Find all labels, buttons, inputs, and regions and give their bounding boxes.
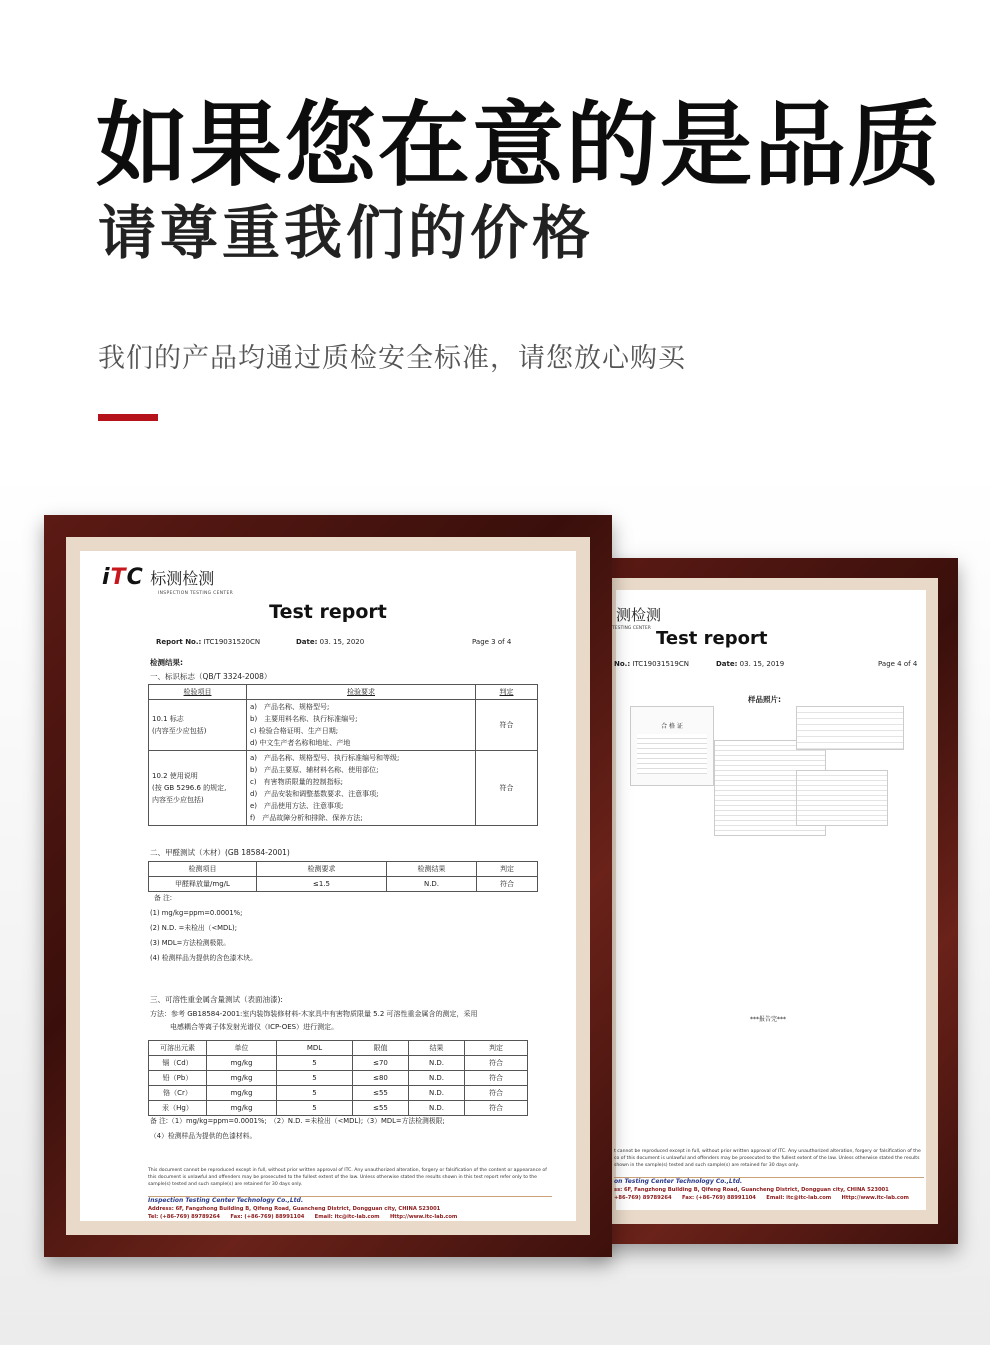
- back-photo-label: 样品照片:: [748, 695, 781, 704]
- itc-logo: [102, 565, 214, 590]
- back-report-no: ITC19031519CN: [632, 660, 689, 668]
- table-cell: (按 GB 5296.6 的规定,: [152, 784, 227, 792]
- section-3-method: 方法：参考 GB18584-2001:室内装饰装修材料-木家具中有害物质限量 5.2 可溶性重金属含的测定，采用: [150, 1010, 478, 1018]
- table-header: 检测项目: [149, 862, 257, 877]
- heavy-metal-note: 备 注:（1）mg/kg=ppm=0.0001%; （2）N.D. =未检出（<MDL);（3）MDL=方法检测极限;: [150, 1117, 445, 1125]
- table-cell: 5: [277, 1056, 353, 1071]
- table-cell: b) 主要用料名称、执行标准编号;: [250, 715, 358, 723]
- section-3-method-cont: 电感耦合等离子体发射光谱仪（ICP-OES）进行测定。: [170, 1023, 339, 1031]
- back-page-number: Page 4 of 4: [878, 660, 918, 668]
- report-end-marker: ***报告完***: [750, 1016, 787, 1023]
- table-cell: ≤55: [353, 1086, 409, 1101]
- verdict-cell: 符合: [476, 751, 538, 826]
- back-footer-company: on Testing Center Technology Co.,Ltd.: [614, 1178, 743, 1185]
- front-report-paper: [80, 551, 576, 1221]
- table-row: [149, 1071, 528, 1086]
- table-cell: 10.1 标志: [152, 715, 184, 723]
- table-cell: ≤70: [353, 1056, 409, 1071]
- back-report-title: Test report: [656, 628, 768, 649]
- headline: 如果您在意的是品质: [96, 91, 943, 199]
- front-footer-contact: Tel: (+86-769) 89789264 Fax: (+86-769) 88991104 Email: itc@itc-lab.com Http://www.itc-lab.com: [148, 1214, 458, 1220]
- table-cell: N.D.: [409, 1071, 465, 1086]
- front-footer-address: Address: 6F, Fangzhong Building B, Qifeng Road, Guancheng District, Dongguan city, CHINA 523001: [148, 1206, 441, 1212]
- table-cell: 符合: [465, 1101, 528, 1116]
- table-cell: 符合: [465, 1086, 528, 1101]
- table-header: 限值: [353, 1041, 409, 1056]
- note-line: (2) N.D. =未检出（<MDL);: [150, 924, 237, 932]
- table-header: 检测要求: [257, 862, 387, 877]
- verdict-cell: 符合: [476, 700, 538, 751]
- sample-photo-tag: [796, 770, 888, 826]
- table-cell: 符合: [465, 1056, 528, 1071]
- date-label: Date:: [296, 638, 318, 646]
- back-date-label: Date:: [716, 660, 738, 668]
- back-logo-subtitle: TESTING CENTER: [612, 626, 651, 631]
- table-cell: e) 产品使用方法、注意事项;: [250, 802, 344, 810]
- note-line: (1) mg/kg=ppm=0.0001%;: [150, 909, 243, 917]
- table-header: 可溶出元素: [149, 1041, 207, 1056]
- table-row: [149, 700, 538, 751]
- itc-logo-subtitle: INSPECTION TESTING CENTER: [158, 591, 234, 596]
- table-row: [149, 1086, 528, 1101]
- section-2-title: 二、甲醛测试（木材）(GB 18584-2001): [150, 848, 290, 857]
- back-report-paper: [612, 590, 926, 1210]
- table-header: 结果: [409, 1041, 465, 1056]
- table-header: 检验项目: [149, 685, 247, 700]
- sample-photo-certificate: [630, 706, 714, 786]
- table-cell: 10.2 使用说明: [152, 772, 198, 780]
- itc-logo-text: 标测检测: [150, 569, 215, 588]
- table-cell: 内容至少应包括): [152, 796, 204, 804]
- table-cell: ≤55: [353, 1101, 409, 1116]
- table-cell: 5: [277, 1101, 353, 1116]
- table-header: 判定: [477, 862, 538, 877]
- front-report-title: Test report: [269, 601, 387, 623]
- table-cell: c) 有害物质限量的控制指标;: [250, 778, 343, 786]
- table-cell: mg/kg: [207, 1086, 277, 1101]
- accent-bar: [98, 414, 158, 421]
- table-header: 判定: [476, 685, 538, 700]
- table-cell: 铬（Cr）: [149, 1086, 207, 1101]
- table-cell: d) 中文生产者名称和地址、产地: [250, 739, 351, 747]
- page-number: Page 3 of 4: [472, 638, 512, 646]
- heavy-metal-table: [148, 1040, 528, 1116]
- table-cell: N.D.: [409, 1056, 465, 1071]
- report-no: ITC19031520CN: [203, 638, 261, 646]
- tagline: 我们的产品均通过质检安全标准，请您放心购买: [98, 343, 686, 374]
- table-header: 检验要求: [247, 685, 476, 700]
- results-label: 检测结果:: [150, 658, 183, 667]
- front-footer-company: Inspection Testing Center Technology Co.,Ltd.: [148, 1197, 304, 1204]
- table-cell: N.D.: [387, 877, 477, 892]
- table-cell: 甲醛释放量/mg/L: [149, 877, 257, 892]
- table-cell: a) 产品名称、规格型号;: [250, 703, 330, 711]
- notes-label: 备 注:: [154, 894, 173, 902]
- table-row: [149, 877, 538, 892]
- table-cell: 5: [277, 1086, 353, 1101]
- table-cell: mg/kg: [207, 1071, 277, 1086]
- itc-logo-mark: iTC: [102, 565, 144, 590]
- table-cell: N.D.: [409, 1086, 465, 1101]
- certificate-title: 合 格 证: [661, 723, 683, 730]
- report-no-label: Report No.:: [156, 638, 202, 646]
- table-cell: 汞（Hg）: [149, 1101, 207, 1116]
- section-3-title: 三、可溶性重金属含量测试（表面油漆):: [150, 995, 283, 1004]
- table-row: [149, 1056, 528, 1071]
- table-header: 判定: [465, 1041, 528, 1056]
- table-header: MDL: [277, 1041, 353, 1056]
- section-1-title: 一、标识标志（QB/T 3324-2008）: [150, 672, 272, 681]
- table-cell: mg/kg: [207, 1056, 277, 1071]
- table-cell: 铅（Pb）: [149, 1071, 207, 1086]
- table-cell: 5: [277, 1071, 353, 1086]
- table-cell: d) 产品安装和调整基数要求、注意事项;: [250, 790, 379, 798]
- table-header: 单位: [207, 1041, 277, 1056]
- back-report-no-label: No.:: [614, 660, 631, 668]
- table-cell: b) 产品主要原、辅材料名称、使用部位;: [250, 766, 379, 774]
- table-header: 检测结果: [387, 862, 477, 877]
- back-footer-contact: +86-769) 89789264 Fax: (+86-769) 88991104 Email: itc@itc-lab.com Http://www.itc-lab.com: [614, 1195, 909, 1201]
- back-disclaimer: t cannot be reproduced except in full, without prior written approval of ITC. Any unauthorized alteration, forgery or falsification of the co of this document is unlawful and offenders may be prosecuted to the fullest extent of the law. Unless otherwise stated the results shown in the sample(s) tested and such sample(s) are retained for 30 days only.: [614, 1149, 921, 1168]
- table-cell: f) 产品故障分析和排除、保养方法;: [250, 814, 363, 822]
- table-cell: 镉（Cd）: [149, 1056, 207, 1071]
- labeling-table: [148, 684, 538, 826]
- table-cell: a) 产品名称、规格型号、执行标准编号和等级;: [250, 754, 400, 762]
- report-date: 03. 15, 2020: [319, 638, 365, 646]
- table-row: [149, 751, 538, 826]
- note-line: (4) 检测样品为提供的含色漆木块。: [150, 954, 257, 962]
- table-cell: N.D.: [409, 1101, 465, 1116]
- back-footer-address: ss: 6F, Fangzhong Building B, Qifeng Road, Guancheng District, Dongguan city, CHINA 523001: [614, 1187, 889, 1193]
- formaldehyde-table: [148, 861, 538, 892]
- table-cell: (内容至少应包括): [152, 727, 207, 735]
- front-disclaimer: This document cannot be reproduced except in full, without prior written approval of ITC. Any unauthorized alteration, forgery or falsification of the content or appearance of this document is unlawful and offenders may be prosecuted to the fullest extent of the law. Unless otherwise stated the results shown in this test report refer only to the sample(s) tested and such sample(s) are retained for 30 days only.: [148, 1168, 547, 1187]
- back-certificate-frame: [590, 558, 958, 1244]
- table-cell: c) 检验合格证明、生产日期;: [250, 727, 339, 735]
- table-cell: 符合: [477, 877, 538, 892]
- back-date: 03. 15, 2019: [739, 660, 785, 668]
- table-cell: mg/kg: [207, 1101, 277, 1116]
- table-cell: ≤80: [353, 1071, 409, 1086]
- subheadline: 请尊重我们的价格: [98, 199, 595, 267]
- table-cell: 符合: [465, 1071, 528, 1086]
- front-certificate-frame: [44, 515, 612, 1257]
- back-logo-text: 测检测: [616, 606, 662, 624]
- heavy-metal-note-cont: （4）检测样品为提供的色漆材料。: [150, 1132, 257, 1140]
- sample-photo-label: [796, 706, 904, 750]
- note-line: (3) MDL=方法检测极限。: [150, 939, 230, 947]
- table-cell: ≤1.5: [257, 877, 387, 892]
